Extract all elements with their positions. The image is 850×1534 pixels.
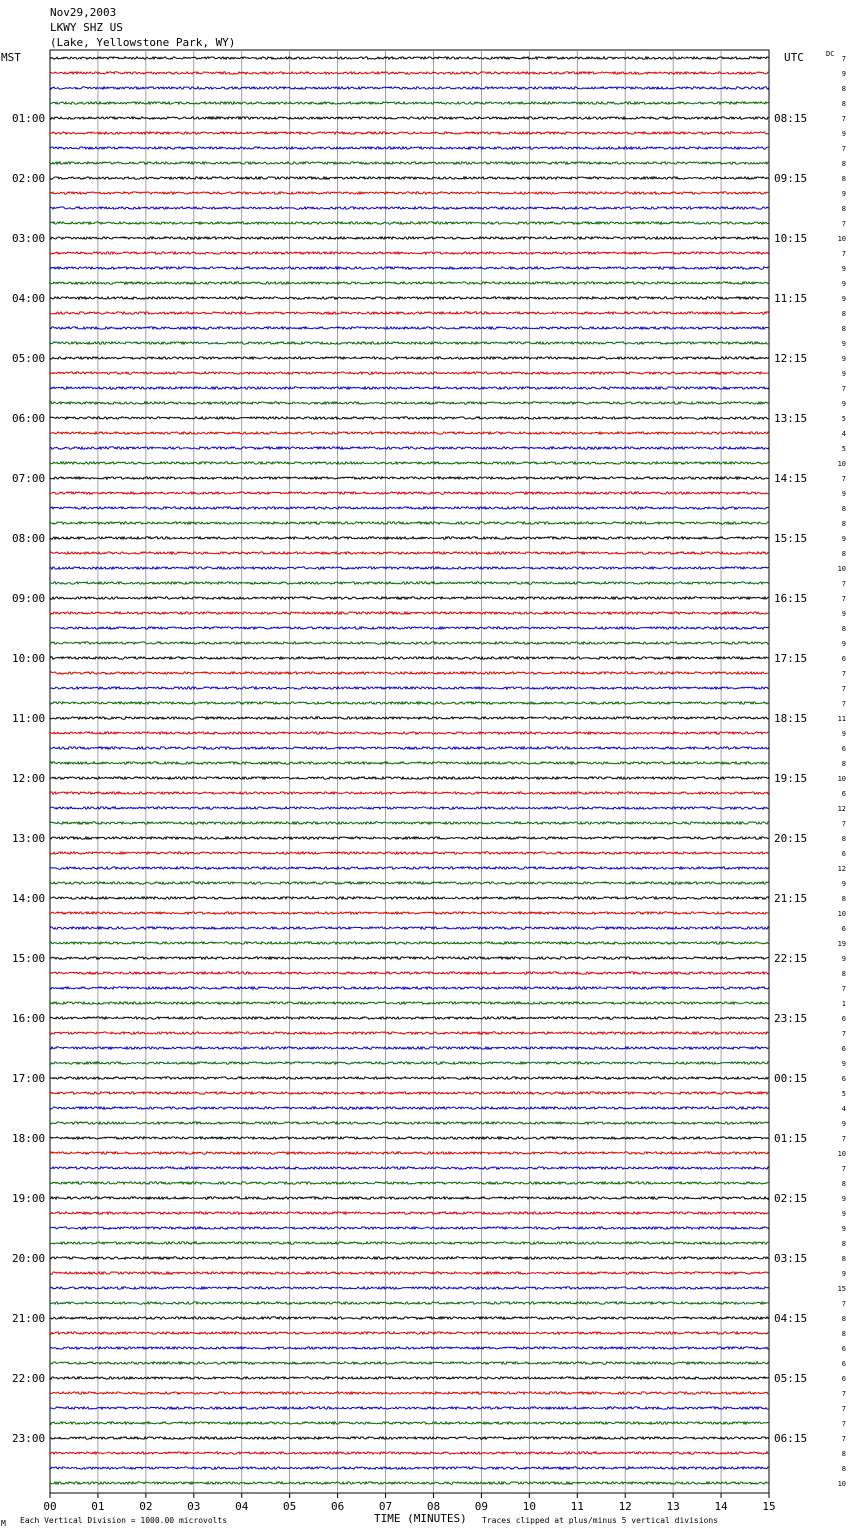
dc-offset-value: 6 bbox=[841, 745, 846, 753]
dc-offset-value: 9 bbox=[841, 1270, 846, 1278]
dc-offset-value: 7 bbox=[841, 475, 846, 483]
trace-row bbox=[50, 267, 769, 269]
dc-offset-value: 7 bbox=[841, 55, 846, 63]
x-tick-label: 03 bbox=[187, 1500, 201, 1513]
dc-offset-value: 7 bbox=[841, 985, 846, 993]
trace-row bbox=[50, 732, 769, 734]
utc-hour-label: 01:15 bbox=[774, 1132, 808, 1145]
mst-hour-label: 15:00 bbox=[12, 952, 46, 965]
mst-hour-label: 01:00 bbox=[12, 112, 46, 125]
x-tick-label: 05 bbox=[283, 1500, 297, 1513]
dc-offset-value: 8 bbox=[841, 1255, 846, 1263]
dc-offset-value: 8 bbox=[841, 970, 846, 978]
utc-hour-label: 15:15 bbox=[774, 532, 808, 545]
dc-offset-value: 7 bbox=[841, 1435, 846, 1443]
dc-offset-value: 6 bbox=[841, 1345, 846, 1353]
dc-offset-value: 12 bbox=[837, 805, 846, 813]
dc-offset-value: 8 bbox=[841, 1180, 846, 1188]
dc-offset-value: 8 bbox=[841, 505, 846, 513]
mst-hour-label: 18:00 bbox=[12, 1132, 46, 1145]
dc-offset-value: 10 bbox=[837, 460, 846, 468]
dc-offset-value: 9 bbox=[841, 1225, 846, 1233]
dc-offset-value: 6 bbox=[841, 925, 846, 933]
trace-row bbox=[50, 447, 769, 449]
header bbox=[1, 6, 834, 64]
trace-row bbox=[50, 792, 769, 794]
trace-row bbox=[50, 1122, 769, 1124]
trace-row bbox=[50, 1482, 769, 1484]
trace-row bbox=[50, 342, 769, 344]
dc-offset-value: 7 bbox=[841, 1135, 846, 1143]
trace-row bbox=[50, 1317, 769, 1319]
dc-offset-value: 9 bbox=[841, 1060, 846, 1068]
mst-hour-label: 09:00 bbox=[12, 592, 46, 605]
dc-offset-value: 9 bbox=[841, 295, 846, 303]
dc-offset-value: 8 bbox=[841, 1330, 846, 1338]
trace-row bbox=[50, 687, 769, 689]
dc-offset-value: 6 bbox=[841, 1015, 846, 1023]
trace-row bbox=[50, 867, 769, 869]
trace-row bbox=[50, 1287, 769, 1289]
x-tick-label: 07 bbox=[378, 1500, 393, 1513]
station-code: LKWY SHZ US bbox=[50, 21, 123, 34]
trace-row bbox=[50, 357, 769, 359]
trace-row bbox=[50, 957, 769, 959]
mst-hour-label: 22:00 bbox=[12, 1372, 46, 1385]
dc-offset-value: 8 bbox=[841, 520, 846, 528]
trace-row bbox=[50, 1107, 769, 1109]
utc-hour-label: 16:15 bbox=[774, 592, 808, 605]
utc-hour-label: 17:15 bbox=[774, 652, 808, 665]
trace-row bbox=[50, 492, 769, 494]
trace-row bbox=[50, 432, 769, 434]
dc-offset-value: 7 bbox=[841, 220, 846, 228]
trace-row bbox=[50, 237, 769, 239]
dc-offset-value: 9 bbox=[841, 280, 846, 288]
x-axis bbox=[43, 1493, 775, 1513]
x-tick-label: 08 bbox=[426, 1500, 441, 1513]
dc-offset-value: 7 bbox=[841, 1390, 846, 1398]
trace-row bbox=[50, 567, 769, 569]
x-tick-label: 11 bbox=[570, 1500, 584, 1513]
trace-row bbox=[50, 1302, 769, 1304]
dc-offset-value: 8 bbox=[841, 160, 846, 168]
dc-offset-value: 9 bbox=[841, 1120, 846, 1128]
trace-row bbox=[50, 882, 769, 884]
trace-row bbox=[50, 222, 769, 224]
dc-offset-value: 8 bbox=[841, 760, 846, 768]
trace-row bbox=[50, 837, 769, 839]
trace-row bbox=[50, 522, 769, 524]
trace-row bbox=[50, 1332, 769, 1334]
trace-row bbox=[50, 1017, 769, 1019]
mst-hour-label: 11:00 bbox=[12, 712, 46, 725]
utc-hour-label: 03:15 bbox=[774, 1252, 808, 1265]
mst-hour-label: 12:00 bbox=[12, 772, 46, 785]
trace-row bbox=[50, 117, 769, 119]
trace-row bbox=[50, 717, 769, 719]
trace-row bbox=[50, 1002, 769, 1004]
dc-offset-value: 9 bbox=[841, 880, 846, 888]
dc-offset-value: 10 bbox=[837, 775, 846, 783]
x-tick-label: 09 bbox=[474, 1500, 489, 1513]
dc-offset-value: 9 bbox=[841, 340, 846, 348]
dc-offset-value: 7 bbox=[841, 1405, 846, 1413]
mst-hour-label: 08:00 bbox=[12, 532, 46, 545]
trace-row bbox=[50, 312, 769, 314]
dc-offset-value: 7 bbox=[841, 670, 846, 678]
trace-row bbox=[50, 102, 769, 104]
dc-offset-value: 8 bbox=[841, 1465, 846, 1473]
trace-row bbox=[50, 1137, 769, 1139]
mst-hour-label: 23:00 bbox=[12, 1432, 46, 1445]
utc-hour-label: 05:15 bbox=[774, 1372, 808, 1385]
trace-row bbox=[50, 1227, 769, 1229]
utc-hour-label: 14:15 bbox=[774, 472, 808, 485]
right-timezone-label: UTC bbox=[784, 51, 804, 64]
utc-hour-label: 22:15 bbox=[774, 952, 808, 965]
utc-hour-label: 09:15 bbox=[774, 172, 808, 185]
dc-offset-value: 9 bbox=[841, 610, 846, 618]
utc-hour-label: 10:15 bbox=[774, 232, 808, 245]
dc-offset-value: 8 bbox=[841, 310, 846, 318]
trace-row bbox=[50, 807, 769, 809]
trace-row bbox=[50, 1242, 769, 1244]
utc-hour-label: 19:15 bbox=[774, 772, 808, 785]
trace-row bbox=[50, 1392, 769, 1394]
dc-offset-value: 9 bbox=[841, 1195, 846, 1203]
trace-row bbox=[50, 672, 769, 674]
trace-row bbox=[50, 597, 769, 599]
dc-offset-value: 7 bbox=[841, 580, 846, 588]
dc-offset-value: 10 bbox=[837, 565, 846, 573]
trace-row bbox=[50, 72, 769, 74]
trace-row bbox=[50, 1452, 769, 1454]
trace-row bbox=[50, 1212, 769, 1214]
trace-row bbox=[50, 1182, 769, 1184]
x-tick-label: 15 bbox=[762, 1500, 776, 1513]
dc-offset-value: 9 bbox=[841, 640, 846, 648]
trace-row bbox=[50, 777, 769, 779]
dc-offset-value: 7 bbox=[841, 1165, 846, 1173]
utc-hour-label: 02:15 bbox=[774, 1192, 808, 1205]
dc-offset-value: 6 bbox=[841, 1045, 846, 1053]
x-tick-label: 13 bbox=[666, 1500, 680, 1513]
dc-offset-value: 5 bbox=[841, 415, 846, 423]
trace-row bbox=[50, 897, 769, 899]
utc-hour-label: 11:15 bbox=[774, 292, 808, 305]
x-tick-label: 00 bbox=[43, 1500, 57, 1513]
record-date: Nov29,2003 bbox=[50, 6, 117, 19]
mst-hour-label: 10:00 bbox=[12, 652, 46, 665]
mst-hour-label: 20:00 bbox=[12, 1252, 46, 1265]
trace-row bbox=[50, 1437, 769, 1439]
trace-row bbox=[50, 1407, 769, 1409]
trace-row bbox=[50, 1257, 769, 1259]
trace-row bbox=[50, 207, 769, 209]
dc-offset-value: 9 bbox=[841, 70, 846, 78]
utc-hour-label: 00:15 bbox=[774, 1072, 808, 1085]
trace-row bbox=[50, 282, 769, 284]
dc-offset-value: 7 bbox=[841, 115, 846, 123]
dc-offset-value: 8 bbox=[841, 1450, 846, 1458]
utc-hour-label: 12:15 bbox=[774, 352, 808, 365]
dc-offset-value: 9 bbox=[841, 1210, 846, 1218]
dc-offset-value: 12 bbox=[837, 865, 846, 873]
trace-row bbox=[50, 642, 769, 644]
trace-row bbox=[50, 1467, 769, 1469]
dc-offset-value: 5 bbox=[841, 1090, 846, 1098]
dc-offset-value: 15 bbox=[837, 1285, 846, 1293]
dc-column-header: DC bbox=[826, 50, 835, 58]
dc-offset-value: 6 bbox=[841, 790, 846, 798]
trace-row bbox=[50, 1362, 769, 1364]
trace-row bbox=[50, 627, 769, 629]
trace-row bbox=[50, 87, 769, 89]
dc-offset-value: 9 bbox=[841, 265, 846, 273]
dc-offset-value: 7 bbox=[841, 1420, 846, 1428]
dc-offset-value: 9 bbox=[841, 400, 846, 408]
trace-row bbox=[50, 1167, 769, 1169]
mst-hour-label: 16:00 bbox=[12, 1012, 46, 1025]
trace-row bbox=[50, 762, 769, 764]
dc-offset-value: 8 bbox=[841, 1240, 846, 1248]
trace-row bbox=[50, 177, 769, 179]
trace-row bbox=[50, 417, 769, 419]
trace-row bbox=[50, 1197, 769, 1199]
trace-row bbox=[50, 162, 769, 164]
dc-offset-value: 9 bbox=[841, 490, 846, 498]
trace-row bbox=[50, 747, 769, 749]
dc-offset-value: 7 bbox=[841, 145, 846, 153]
dc-offset-value: 8 bbox=[841, 325, 846, 333]
trace-row bbox=[50, 1377, 769, 1379]
x-tick-label: 12 bbox=[618, 1500, 632, 1513]
trace-row bbox=[50, 927, 769, 929]
x-tick-label: 10 bbox=[522, 1500, 536, 1513]
dc-offset-value: 10 bbox=[837, 1480, 846, 1488]
utc-hour-label: 06:15 bbox=[774, 1432, 808, 1445]
trace-row bbox=[50, 537, 769, 539]
trace-row bbox=[50, 297, 769, 299]
station-location: (Lake, Yellowstone Park, WY) bbox=[50, 36, 236, 49]
trace-row bbox=[50, 477, 769, 479]
trace-row bbox=[50, 987, 769, 989]
trace-row bbox=[50, 252, 769, 254]
dc-offset-value: 6 bbox=[841, 850, 846, 858]
dc-offset-value: 7 bbox=[841, 1030, 846, 1038]
trace-row bbox=[50, 1047, 769, 1049]
dc-offset-value: 9 bbox=[841, 370, 846, 378]
trace-row bbox=[50, 147, 769, 149]
dc-offset-value: 7 bbox=[841, 385, 846, 393]
dc-offset-value: 7 bbox=[841, 820, 846, 828]
trace-row bbox=[50, 942, 769, 944]
trace-row bbox=[50, 657, 769, 659]
trace-row bbox=[50, 1272, 769, 1274]
trace-row bbox=[50, 852, 769, 854]
trace-row bbox=[50, 507, 769, 509]
dc-offset-value: 11 bbox=[837, 715, 846, 723]
dc-offset-value: 8 bbox=[841, 550, 846, 558]
dc-offset-value: 9 bbox=[841, 955, 846, 963]
dc-offset-value: 7 bbox=[841, 595, 846, 603]
trace-row bbox=[50, 1092, 769, 1094]
trace-row bbox=[50, 822, 769, 824]
dc-offset-value: 9 bbox=[841, 130, 846, 138]
dc-offset-value: 10 bbox=[837, 1150, 846, 1158]
left-timezone-label: MST bbox=[1, 51, 21, 64]
dc-offset-value: 8 bbox=[841, 100, 846, 108]
trace-row bbox=[50, 387, 769, 389]
utc-hour-label: 08:15 bbox=[774, 112, 808, 125]
trace-row bbox=[50, 612, 769, 614]
trace-row bbox=[50, 462, 769, 464]
dc-offset-value: 9 bbox=[841, 190, 846, 198]
dc-offset-value: 8 bbox=[841, 85, 846, 93]
clip-note: Traces clipped at plus/minus 5 vertical divisions bbox=[482, 1516, 719, 1525]
mst-hour-labels bbox=[12, 112, 45, 1445]
x-tick-label: 01 bbox=[91, 1500, 105, 1513]
trace-row bbox=[50, 327, 769, 329]
trace-row bbox=[50, 1347, 769, 1349]
mst-hour-label: 17:00 bbox=[12, 1072, 46, 1085]
dc-offset-value: 9 bbox=[841, 355, 846, 363]
trace-row bbox=[50, 1152, 769, 1154]
trace-row bbox=[50, 57, 769, 59]
dc-offset-value: 5 bbox=[841, 445, 846, 453]
utc-hour-label: 20:15 bbox=[774, 832, 808, 845]
dc-offset-value: 9 bbox=[841, 730, 846, 738]
mst-hour-label: 03:00 bbox=[12, 232, 46, 245]
trace-row bbox=[50, 582, 769, 584]
utc-hour-label: 21:15 bbox=[774, 892, 808, 905]
trace-rows bbox=[50, 57, 769, 1484]
dc-offset-value: 7 bbox=[841, 700, 846, 708]
dc-offset-value: 8 bbox=[841, 835, 846, 843]
utc-hour-label: 13:15 bbox=[774, 412, 808, 425]
trace-row bbox=[50, 1032, 769, 1034]
mst-hour-label: 07:00 bbox=[12, 472, 46, 485]
dc-offset-value: 6 bbox=[841, 655, 846, 663]
dc-offset-value: 9 bbox=[841, 535, 846, 543]
x-tick-label: 06 bbox=[330, 1500, 345, 1513]
mst-hour-label: 21:00 bbox=[12, 1312, 46, 1325]
utc-hour-label: 18:15 bbox=[774, 712, 808, 725]
dc-offset-value: 8 bbox=[841, 205, 846, 213]
dc-offset-value: 8 bbox=[841, 175, 846, 183]
trace-row bbox=[50, 702, 769, 704]
trace-row bbox=[50, 552, 769, 554]
x-tick-label: 02 bbox=[139, 1500, 153, 1513]
dc-offset-value: 7 bbox=[841, 1300, 846, 1308]
dc-offset-value: 7 bbox=[841, 685, 846, 693]
dc-offset-value: 8 bbox=[841, 625, 846, 633]
trace-row bbox=[50, 132, 769, 134]
trace-row bbox=[50, 402, 769, 404]
dc-offset-value: 6 bbox=[841, 1375, 846, 1383]
dc-offset-value: 6 bbox=[841, 1360, 846, 1368]
trace-row bbox=[50, 972, 769, 974]
mst-hour-label: 04:00 bbox=[12, 292, 46, 305]
dc-offset-labels bbox=[838, 55, 846, 1488]
utc-hour-label: 23:15 bbox=[774, 1012, 808, 1025]
mst-hour-label: 02:00 bbox=[12, 172, 46, 185]
scale-note: Each Vertical Division = 1000.00 microvolts bbox=[20, 1516, 228, 1525]
dc-offset-value: 1 bbox=[841, 1000, 846, 1008]
dc-offset-value: 19 bbox=[837, 940, 846, 948]
trace-row bbox=[50, 192, 769, 194]
mst-hour-label: 05:00 bbox=[12, 352, 46, 365]
trace-row bbox=[50, 1422, 769, 1424]
x-tick-label: 14 bbox=[714, 1500, 728, 1513]
mst-hour-label: 06:00 bbox=[12, 412, 46, 425]
trace-row bbox=[50, 912, 769, 914]
trace-row bbox=[50, 1077, 769, 1079]
dc-offset-value: 6 bbox=[841, 1075, 846, 1083]
mst-hour-label: 19:00 bbox=[12, 1192, 46, 1205]
corner-mark: M bbox=[1, 1519, 6, 1528]
dc-offset-value: 4 bbox=[841, 1105, 846, 1113]
dc-offset-value: 10 bbox=[837, 910, 846, 918]
dc-offset-value: 10 bbox=[837, 235, 846, 243]
dc-offset-value: 8 bbox=[841, 1315, 846, 1323]
trace-row bbox=[50, 1062, 769, 1064]
x-axis-title: TIME (MINUTES) bbox=[374, 1512, 467, 1525]
mst-hour-label: 13:00 bbox=[12, 832, 46, 845]
dc-offset-value: 7 bbox=[841, 250, 846, 258]
utc-hour-label: 04:15 bbox=[774, 1312, 808, 1325]
trace-row bbox=[50, 372, 769, 374]
dc-offset-value: 8 bbox=[841, 895, 846, 903]
dc-offset-value: 4 bbox=[841, 430, 846, 438]
footer bbox=[1, 1512, 718, 1528]
utc-hour-labels bbox=[774, 112, 807, 1445]
mst-hour-label: 14:00 bbox=[12, 892, 46, 905]
x-tick-label: 04 bbox=[235, 1500, 249, 1513]
